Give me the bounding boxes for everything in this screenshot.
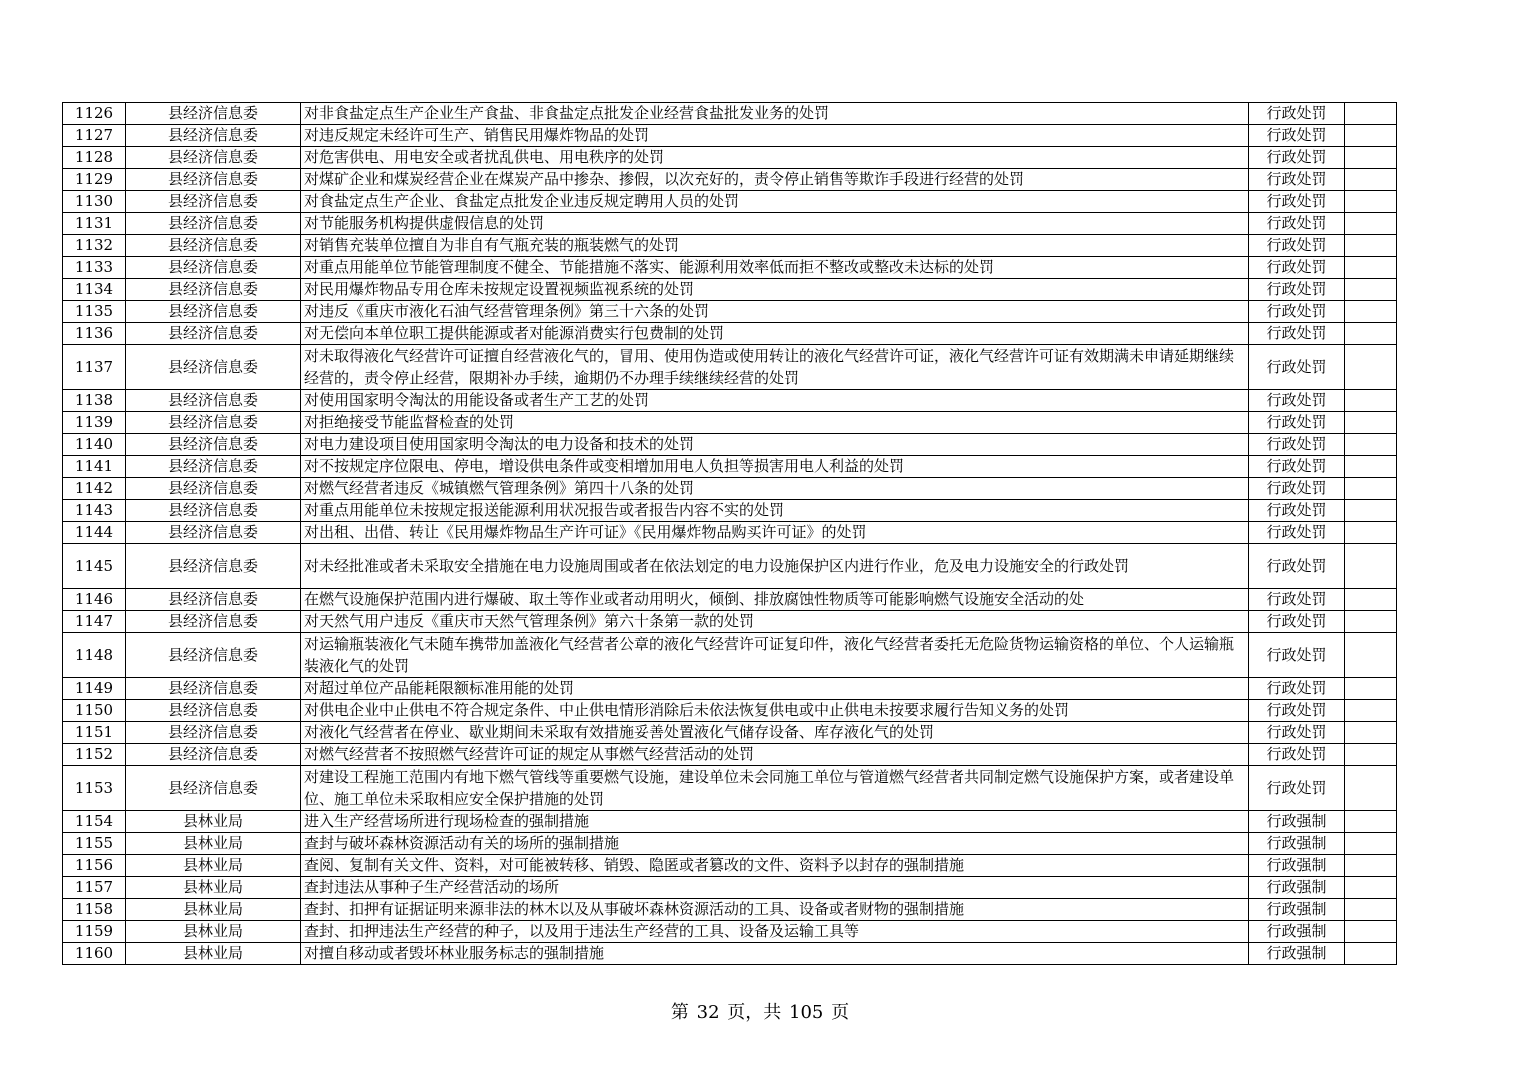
note-cell — [1345, 456, 1397, 478]
row-number: 1151 — [63, 722, 126, 744]
table-row — [63, 257, 1397, 279]
note-cell — [1345, 478, 1397, 500]
department-cell: 县林业局 — [126, 921, 301, 943]
table-row — [63, 522, 1397, 544]
type-cell: 行政处罚 — [1249, 257, 1345, 279]
row-number: 1137 — [63, 345, 126, 390]
type-cell: 行政处罚 — [1249, 191, 1345, 213]
item-cell: 对非食盐定点生产企业生产食盐、非食盐定点批发企业经营食盐批发业务的处罚 — [301, 103, 1249, 125]
type-cell: 行政处罚 — [1249, 589, 1345, 611]
table-row — [63, 301, 1397, 323]
table-row — [63, 766, 1397, 811]
item-cell: 查封违法从事种子生产经营活动的场所 — [301, 877, 1249, 899]
row-number: 1132 — [63, 235, 126, 257]
type-cell: 行政处罚 — [1249, 213, 1345, 235]
item-cell: 对重点用能单位节能管理制度不健全、节能措施不落实、能源利用效率低而拒不整改或整改未达标的处罚 — [301, 257, 1249, 279]
note-cell — [1345, 147, 1397, 169]
item-cell: 对危害供电、用电安全或者扰乱供电、用电秩序的处罚 — [301, 147, 1249, 169]
note-cell — [1345, 544, 1397, 589]
department-cell: 县经济信息委 — [126, 257, 301, 279]
note-cell — [1345, 611, 1397, 633]
note-cell — [1345, 855, 1397, 877]
note-cell — [1345, 811, 1397, 833]
table-row — [63, 611, 1397, 633]
item-cell: 对燃气经营者不按照燃气经营许可证的规定从事燃气经营活动的处罚 — [301, 744, 1249, 766]
table-row — [63, 877, 1397, 899]
item-cell: 对天然气用户违反《重庆市天然气管理条例》第六十条第一款的处罚 — [301, 611, 1249, 633]
item-cell: 对销售充装单位擅自为非自有气瓶充装的瓶装燃气的处罚 — [301, 235, 1249, 257]
row-number: 1143 — [63, 500, 126, 522]
department-cell: 县经济信息委 — [126, 544, 301, 589]
type-cell: 行政强制 — [1249, 855, 1345, 877]
row-number: 1149 — [63, 678, 126, 700]
row-number: 1138 — [63, 390, 126, 412]
item-cell: 对违反《重庆市液化石油气经营管理条例》第三十六条的处罚 — [301, 301, 1249, 323]
department-cell: 县林业局 — [126, 855, 301, 877]
type-cell: 行政处罚 — [1249, 478, 1345, 500]
department-cell: 县经济信息委 — [126, 390, 301, 412]
row-number: 1142 — [63, 478, 126, 500]
row-number: 1135 — [63, 301, 126, 323]
type-cell: 行政处罚 — [1249, 147, 1345, 169]
table-row — [63, 855, 1397, 877]
type-cell: 行政处罚 — [1249, 390, 1345, 412]
note-cell — [1345, 877, 1397, 899]
row-number: 1158 — [63, 899, 126, 921]
table-row — [63, 500, 1397, 522]
department-cell: 县经济信息委 — [126, 279, 301, 301]
note-cell — [1345, 125, 1397, 147]
row-number: 1141 — [63, 456, 126, 478]
note-cell — [1345, 345, 1397, 390]
row-number: 1127 — [63, 125, 126, 147]
type-cell: 行政处罚 — [1249, 744, 1345, 766]
type-cell: 行政处罚 — [1249, 434, 1345, 456]
item-cell: 对擅自移动或者毁坏林业服务标志的强制措施 — [301, 943, 1249, 965]
note-cell — [1345, 279, 1397, 301]
type-cell: 行政处罚 — [1249, 522, 1345, 544]
row-number: 1136 — [63, 323, 126, 345]
row-number: 1140 — [63, 434, 126, 456]
table-row — [63, 943, 1397, 965]
type-cell: 行政强制 — [1249, 833, 1345, 855]
type-cell: 行政强制 — [1249, 811, 1345, 833]
item-cell: 查封与破坏森林资源活动有关的场所的强制措施 — [301, 833, 1249, 855]
item-cell: 对燃气经营者违反《城镇燃气管理条例》第四十八条的处罚 — [301, 478, 1249, 500]
item-cell: 对使用国家明令淘汰的用能设备或者生产工艺的处罚 — [301, 390, 1249, 412]
page-footer: 第 32 页，共 105 页 — [670, 1002, 850, 1023]
note-cell — [1345, 169, 1397, 191]
item-cell: 对超过单位产品能耗限额标准用能的处罚 — [301, 678, 1249, 700]
note-cell — [1345, 899, 1397, 921]
note-cell — [1345, 722, 1397, 744]
note-cell — [1345, 390, 1397, 412]
type-cell: 行政处罚 — [1249, 301, 1345, 323]
type-cell: 行政强制 — [1249, 899, 1345, 921]
type-cell: 行政处罚 — [1249, 766, 1345, 811]
item-cell: 对建设工程施工范围内有地下燃气管线等重要燃气设施，建设单位未会同施工单位与管道燃气经营者共同制定燃气设施保护方案，或者建设单位、施工单位未采取相应安全保护措施的处罚 — [301, 766, 1249, 811]
table-row — [63, 700, 1397, 722]
item-cell: 查封、扣押违法生产经营的种子，以及用于违法生产经营的工具、设备及运输工具等 — [301, 921, 1249, 943]
department-cell: 县经济信息委 — [126, 500, 301, 522]
item-cell: 对违反规定未经许可生产、销售民用爆炸物品的处罚 — [301, 125, 1249, 147]
table-row — [63, 434, 1397, 456]
type-cell: 行政处罚 — [1249, 678, 1345, 700]
table-row — [63, 390, 1397, 412]
note-cell — [1345, 434, 1397, 456]
department-cell: 县经济信息委 — [126, 434, 301, 456]
item-cell: 对不按规定序位限电、停电，增设供电条件或变相增加用电人负担等损害用电人利益的处罚 — [301, 456, 1249, 478]
row-number: 1131 — [63, 213, 126, 235]
department-cell: 县经济信息委 — [126, 169, 301, 191]
note-cell — [1345, 943, 1397, 965]
row-number: 1133 — [63, 257, 126, 279]
note-cell — [1345, 213, 1397, 235]
department-cell: 县经济信息委 — [126, 478, 301, 500]
type-cell: 行政处罚 — [1249, 633, 1345, 678]
table-row — [63, 678, 1397, 700]
department-cell: 县经济信息委 — [126, 103, 301, 125]
table-row — [63, 811, 1397, 833]
item-cell: 对无偿向本单位职工提供能源或者对能源消费实行包费制的处罚 — [301, 323, 1249, 345]
table-row — [63, 147, 1397, 169]
item-cell: 进入生产经营场所进行现场检查的强制措施 — [301, 811, 1249, 833]
table-row — [63, 169, 1397, 191]
table-row — [63, 722, 1397, 744]
table-row — [63, 589, 1397, 611]
department-cell: 县林业局 — [126, 833, 301, 855]
department-cell: 县经济信息委 — [126, 522, 301, 544]
type-cell: 行政强制 — [1249, 943, 1345, 965]
note-cell — [1345, 589, 1397, 611]
department-cell: 县经济信息委 — [126, 412, 301, 434]
item-cell: 对液化气经营者在停业、歇业期间未采取有效措施妥善处置液化气储存设备、库存液化气的处罚 — [301, 722, 1249, 744]
item-cell: 对重点用能单位未按规定报送能源利用状况报告或者报告内容不实的处罚 — [301, 500, 1249, 522]
type-cell: 行政处罚 — [1249, 500, 1345, 522]
table-row — [63, 345, 1397, 390]
note-cell — [1345, 766, 1397, 811]
row-number: 1134 — [63, 279, 126, 301]
note-cell — [1345, 301, 1397, 323]
row-number: 1156 — [63, 855, 126, 877]
table-row — [63, 544, 1397, 589]
row-number: 1150 — [63, 700, 126, 722]
type-cell: 行政强制 — [1249, 877, 1345, 899]
department-cell: 县经济信息委 — [126, 611, 301, 633]
table-row — [63, 921, 1397, 943]
table-row — [63, 899, 1397, 921]
type-cell: 行政处罚 — [1249, 125, 1345, 147]
item-cell: 对煤矿企业和煤炭经营企业在煤炭产品中掺杂、掺假，以次充好的，责令停止销售等欺诈手段进行经营的处罚 — [301, 169, 1249, 191]
table-row — [63, 744, 1397, 766]
table-row — [63, 191, 1397, 213]
table-row — [63, 125, 1397, 147]
note-cell — [1345, 744, 1397, 766]
table-row — [63, 478, 1397, 500]
note-cell — [1345, 257, 1397, 279]
row-number: 1129 — [63, 169, 126, 191]
department-cell: 县经济信息委 — [126, 766, 301, 811]
note-cell — [1345, 921, 1397, 943]
department-cell: 县林业局 — [126, 811, 301, 833]
row-number: 1130 — [63, 191, 126, 213]
table-row — [63, 833, 1397, 855]
department-cell: 县经济信息委 — [126, 147, 301, 169]
type-cell: 行政处罚 — [1249, 103, 1345, 125]
table-row — [63, 235, 1397, 257]
department-cell: 县经济信息委 — [126, 213, 301, 235]
table-row — [63, 279, 1397, 301]
department-cell: 县经济信息委 — [126, 744, 301, 766]
department-cell: 县经济信息委 — [126, 722, 301, 744]
item-cell: 对拒绝接受节能监督检查的处罚 — [301, 412, 1249, 434]
item-cell: 对节能服务机构提供虚假信息的处罚 — [301, 213, 1249, 235]
department-cell: 县经济信息委 — [126, 678, 301, 700]
table-row — [63, 412, 1397, 434]
row-number: 1145 — [63, 544, 126, 589]
row-number: 1147 — [63, 611, 126, 633]
row-number: 1153 — [63, 766, 126, 811]
row-number: 1126 — [63, 103, 126, 125]
row-number: 1154 — [63, 811, 126, 833]
type-cell: 行政强制 — [1249, 921, 1345, 943]
type-cell: 行政处罚 — [1249, 279, 1345, 301]
row-number: 1155 — [63, 833, 126, 855]
department-cell: 县经济信息委 — [126, 125, 301, 147]
table-row — [63, 103, 1397, 125]
note-cell — [1345, 412, 1397, 434]
type-cell: 行政处罚 — [1249, 345, 1345, 390]
note-cell — [1345, 323, 1397, 345]
note-cell — [1345, 700, 1397, 722]
row-number: 1160 — [63, 943, 126, 965]
type-cell: 行政处罚 — [1249, 412, 1345, 434]
department-cell: 县经济信息委 — [126, 589, 301, 611]
note-cell — [1345, 522, 1397, 544]
table-row — [63, 323, 1397, 345]
item-cell: 查封、扣押有证据证明来源非法的林木以及从事破坏森林资源活动的工具、设备或者财物的强制措施 — [301, 899, 1249, 921]
row-number: 1152 — [63, 744, 126, 766]
row-number: 1128 — [63, 147, 126, 169]
type-cell: 行政处罚 — [1249, 544, 1345, 589]
note-cell — [1345, 833, 1397, 855]
department-cell: 县林业局 — [126, 943, 301, 965]
note-cell — [1345, 633, 1397, 678]
row-number: 1139 — [63, 412, 126, 434]
department-cell: 县经济信息委 — [126, 345, 301, 390]
note-cell — [1345, 235, 1397, 257]
item-cell: 对供电企业中止供电不符合规定条件、中止供电情形消除后未依法恢复供电或中止供电未按要求履行告知义务的处罚 — [301, 700, 1249, 722]
item-cell: 在燃气设施保护范围内进行爆破、取土等作业或者动用明火，倾倒、排放腐蚀性物质等可能影响燃气设施安全活动的处 — [301, 589, 1249, 611]
type-cell: 行政处罚 — [1249, 323, 1345, 345]
item-cell: 对民用爆炸物品专用仓库未按规定设置视频监视系统的处罚 — [301, 279, 1249, 301]
department-cell: 县经济信息委 — [126, 301, 301, 323]
type-cell: 行政处罚 — [1249, 700, 1345, 722]
catalog-table — [62, 102, 1397, 965]
table-body — [63, 103, 1397, 965]
department-cell: 县经济信息委 — [126, 456, 301, 478]
note-cell — [1345, 500, 1397, 522]
department-cell: 县经济信息委 — [126, 633, 301, 678]
note-cell — [1345, 191, 1397, 213]
item-cell: 对食盐定点生产企业、食盐定点批发企业违反规定聘用人员的处罚 — [301, 191, 1249, 213]
row-number: 1146 — [63, 589, 126, 611]
type-cell: 行政处罚 — [1249, 169, 1345, 191]
table-row — [63, 633, 1397, 678]
row-number: 1159 — [63, 921, 126, 943]
table-row — [63, 213, 1397, 235]
type-cell: 行政处罚 — [1249, 722, 1345, 744]
department-cell: 县经济信息委 — [126, 323, 301, 345]
item-cell: 对未取得液化气经营许可证擅自经营液化气的，冒用、使用伪造或使用转让的液化气经营许可证，液化气经营许可证有效期满未申请延期继续经营的，责令停止经营，限期补办手续，逾期仍不办理手续继续经营的处罚 — [301, 345, 1249, 390]
type-cell: 行政处罚 — [1249, 235, 1345, 257]
row-number: 1157 — [63, 877, 126, 899]
department-cell: 县林业局 — [126, 877, 301, 899]
department-cell: 县经济信息委 — [126, 235, 301, 257]
type-cell: 行政处罚 — [1249, 456, 1345, 478]
item-cell: 对出租、出借、转让《民用爆炸物品生产许可证》《民用爆炸物品购买许可证》的处罚 — [301, 522, 1249, 544]
item-cell: 对未经批准或者未采取安全措施在电力设施周围或者在依法划定的电力设施保护区内进行作业，危及电力设施安全的行政处罚 — [301, 544, 1249, 589]
item-cell: 对电力建设项目使用国家明令淘汰的电力设备和技术的处罚 — [301, 434, 1249, 456]
item-cell: 查阅、复制有关文件、资料，对可能被转移、销毁、隐匿或者篡改的文件、资料予以封存的强制措施 — [301, 855, 1249, 877]
department-cell: 县经济信息委 — [126, 191, 301, 213]
row-number: 1144 — [63, 522, 126, 544]
department-cell: 县林业局 — [126, 899, 301, 921]
note-cell — [1345, 103, 1397, 125]
note-cell — [1345, 678, 1397, 700]
type-cell: 行政处罚 — [1249, 611, 1345, 633]
row-number: 1148 — [63, 633, 126, 678]
table-row — [63, 456, 1397, 478]
department-cell: 县经济信息委 — [126, 700, 301, 722]
item-cell: 对运输瓶装液化气未随车携带加盖液化气经营者公章的液化气经营许可证复印件，液化气经营者委托无危险货物运输资格的单位、个人运输瓶装液化气的处罚 — [301, 633, 1249, 678]
